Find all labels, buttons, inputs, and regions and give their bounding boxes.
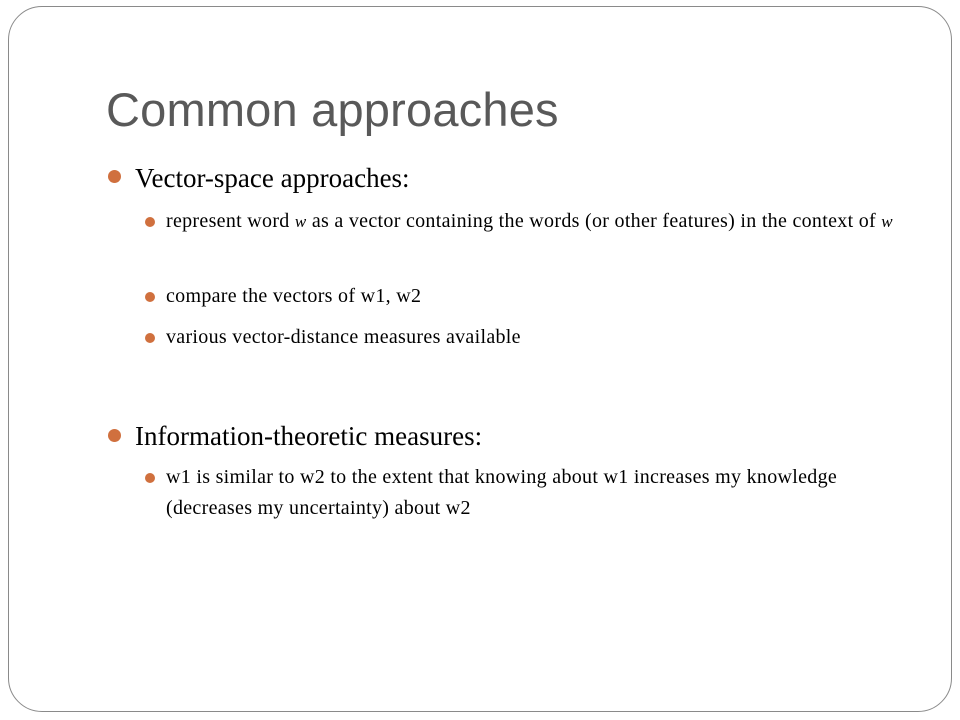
slide-title: Common approaches	[106, 83, 559, 136]
bullet-dot	[145, 217, 155, 227]
variable-w: w	[881, 212, 893, 231]
section-heading-information-theoretic: Information-theoretic measures:	[135, 421, 483, 451]
bullet-dot	[145, 292, 155, 302]
section-heading-vector-space: Vector-space approaches:	[135, 163, 410, 193]
item-text: as a vector containing the words (or other features) in the context of	[306, 210, 882, 232]
item-text: represent word	[166, 210, 295, 232]
list-item-represent-word	[166, 206, 906, 237]
list-item-distance-measures: various vector-distance measures available	[166, 326, 521, 348]
list-item-similarity-definition: w1 is similar to w2 to the extent that knowing about w1 increases my knowledge (decreases my uncertainty) about w2	[166, 466, 838, 519]
bullet-dot	[145, 473, 155, 483]
variable-w: w	[294, 212, 307, 231]
bullet-dot	[108, 170, 121, 183]
bullet-dot	[108, 429, 121, 442]
list-item-compare-vectors: compare the vectors of w1, w2	[166, 285, 422, 307]
bullet-dot	[145, 333, 155, 343]
